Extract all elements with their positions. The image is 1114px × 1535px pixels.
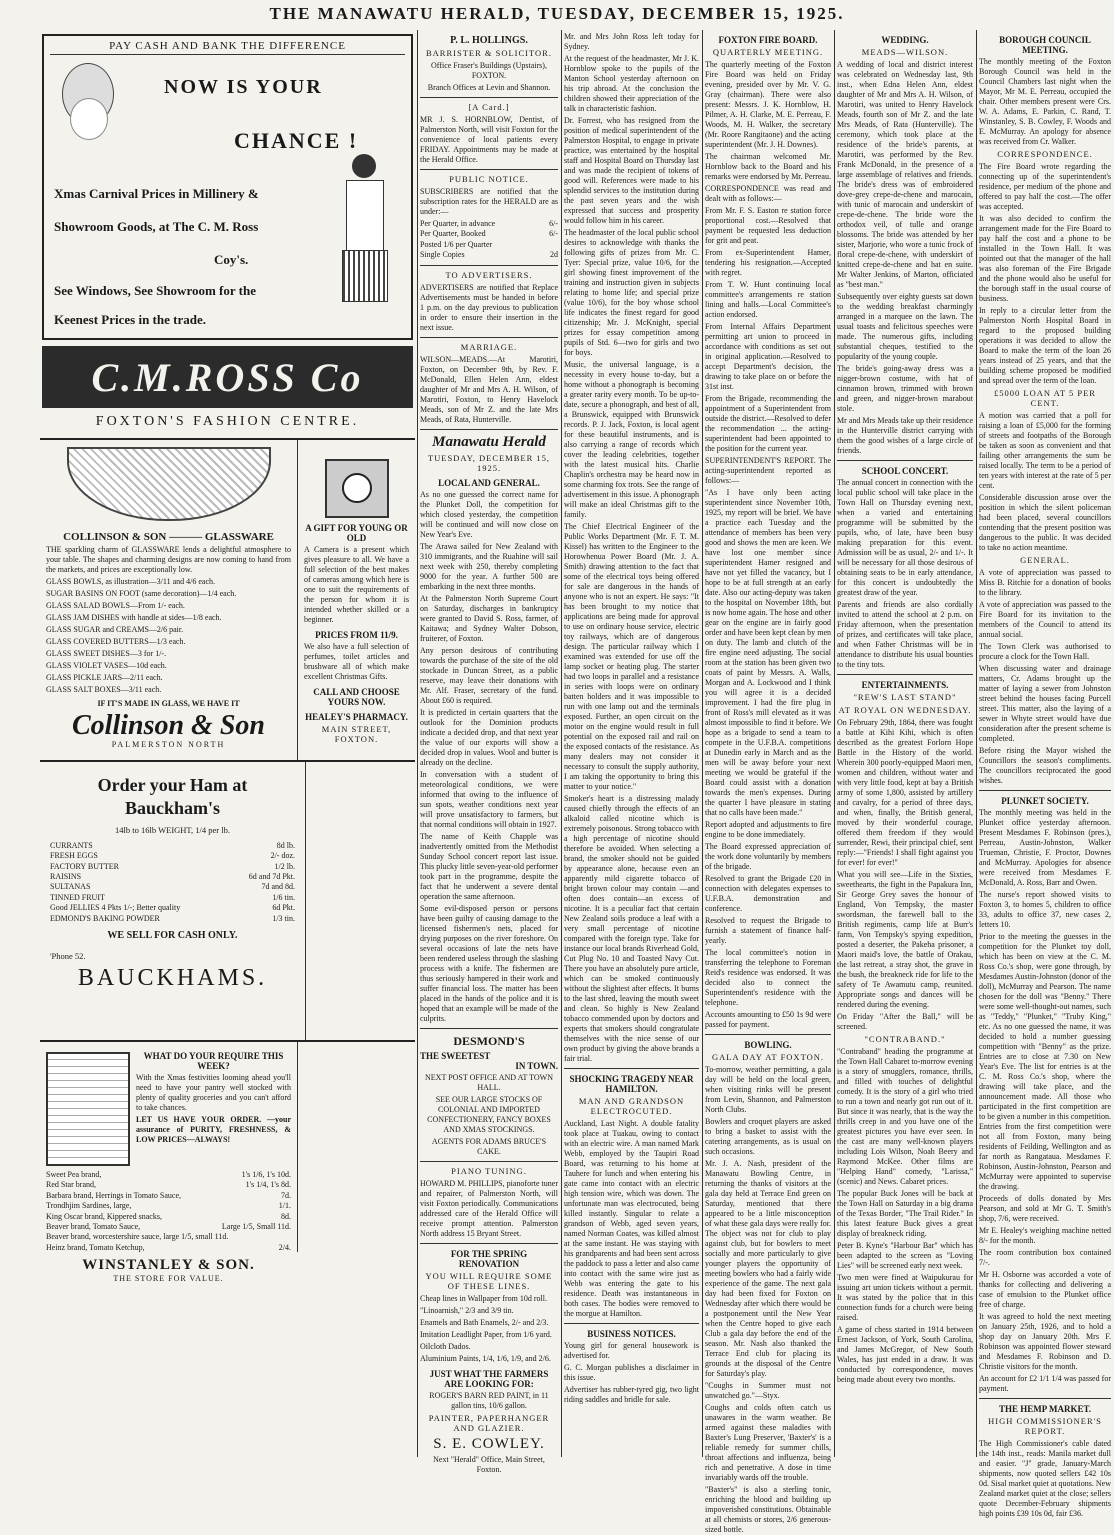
business-item: Young girl for general housework is advertised for.: [564, 1341, 699, 1360]
ross-logo: C.M.ROSS Co: [42, 346, 413, 408]
ad-line: Xmas Carnival Prices in Millinery &: [54, 186, 259, 201]
fire-board-paragraph: From T. W. Hunt continuing local committee's arrangements re station lining and halls.—Local Committee's action endorsed.: [705, 280, 831, 319]
desmond-sweetest: THE SWEETEST: [420, 1050, 491, 1061]
desmond-agents: AGENTS FOR ADAMS BRUCE'S CAKE.: [431, 1136, 547, 1156]
council-subheading: £5000 LOAN AT 5 PER CENT.: [994, 388, 1096, 408]
fire-board-paragraph: The Board expressed appreciation of the work done voluntarily by members of the brigade.: [705, 842, 831, 871]
list-item: RAISINS 6d and 7d Pkt.: [50, 871, 295, 881]
piano-notice: HOWARD M. PHILLIPS, pianoforte tuner and repairer, of Palmerston North, will visit Foxton periodically. Communications addressed care of the Herald Office will receive prompt attention. Palmerston North address 15 Bryant Street.: [420, 1178, 558, 1238]
bauckham-name: BAUCKHAMS.: [77, 964, 268, 991]
cowley-name: S. E. COWLEY.: [433, 1435, 545, 1452]
news-item: Mr. and Mrs John Ross left today for Sydney.: [564, 32, 699, 51]
hollings-office: Office Fraser's Buildings (Upstairs), FOXTON.: [431, 61, 547, 80]
ad-line: Keenest Prices in the trade.: [54, 312, 206, 327]
fire-board-paragraph: CORRESPONDENCE was read and dealt with as follows:—: [705, 184, 831, 203]
tragedy-subheading: MAN AND GRANDSON ELECTROCUTED.: [578, 1096, 685, 1116]
contraband-paragraph: Two men were fined at Waipukurau for issuing art union tickets without a permit. It was stated by the police that in this connection funds for a church were being raised.: [837, 1273, 973, 1322]
fire-board-paragraph: From ex-Superintendent Hamer, tendering his resignation.—Accepted with regret.: [705, 248, 831, 277]
bowling-heading: BOWLING.: [744, 1040, 792, 1050]
winstanley-order: LET US HAVE YOUR ORDER. —your assurance of PURITY, FRESHNESS, & LOW PRICES—ALWAYS!: [136, 1115, 291, 1144]
fire-board-subheading: QUARTERLY MEETING.: [712, 47, 824, 57]
ad-line: See Windows, See Showroom for the: [54, 283, 256, 298]
council-paragraph: Before rising the Mayor wished the Councillors the season's compliments. The councillors reciprocated the good wishes.: [979, 746, 1111, 785]
healey-prices: PRICES FROM 11/9.: [315, 630, 398, 640]
entertainments-subheading: "REW'S LAST STAND": [853, 692, 957, 702]
hollings-name: P. L. HOLLINGS.: [450, 35, 528, 46]
wedding-subheading: MEADS—WILSON.: [861, 47, 949, 57]
cowley-address: Next "Herald" Office, Main Street, Foxton.: [433, 1454, 545, 1474]
bowling-paragraph: Mr. J. A. Nash, president of the Manawatu Bowling Centre, in returning the thanks of visitors at the gala day held at Terrace End green on Saturday, mentioned that there appeared to be a little misconception of what these gala days were really for. The object was not for club to play against club, but for bowlers to meet socially and more particularly to give younger players the opportunity of meeting bowlers who had a fairly wide experience of the game. The next gala day had been fixed for Foxton on Wednesday after which there would be a postponement until the New Year when the Centre hoped to give each Club a gala day before the end of the season. Mr. Nash also thanked the Terrace End club for placing its grounds at the disposal of the Centre for Saturday's play.: [705, 1159, 831, 1378]
list-item: Per Quarter, Booked 6/-: [420, 229, 558, 239]
fire-board-paragraph: The local committee's notion in transferring the telephone to Foreman Reid's residence was endorsed. It was decided also to connect the Superintendent's residence with the telephone.: [705, 948, 831, 1007]
news-item: The Chief Electrical Engineer of the Public Works Department (Mr. F. T. M. Kissel) has written to the Engineer to the Horowhenua Power Board (Mr. J. A. Smith) drawing attention to the fact that some of the electrical toys being offered for sale are dangerous in the hands of anyone who is not an expert. He says: "It has been brought to my notice that applications are being made for approval to use on ordinary house service, electric toy railways, which are of dangerous design. The particular railway which I examined was extended for use off the lamp socket or heating plug. The starter had two loops in parallel and a resistance in series with loops were on ordinary batten holders and it was impossible to run with one lamp out and the terminals exposed. Further, an open circuit on the motor on the engine would result in full potential on the exposed rail and rail on the exposed contacts of the resistance. As many dealers may not consider it necessary to consult the supply authority, I am taking the opportunity to bring this matter to your notice.": [564, 522, 699, 791]
list-item: CURRANTS 8d lb.: [50, 840, 295, 850]
collinson-advertisement: [40, 440, 298, 760]
plunket-heading: PLUNKET SOCIETY.: [1001, 796, 1089, 806]
ad-banner: PAY CASH AND BANK THE DIFFERENCE: [50, 40, 405, 55]
column-2: [420, 30, 559, 1474]
list-item: FACTORY BUTTER 1/2 lb.: [50, 861, 295, 871]
news-item: Music, the universal language, is a necessity in every house to-day, but a home without a phonograph is becoming a greater rarity every month. To be up-to-date, secure a phonograph, and best of all, a Brunswick, equipped with Brunswick records. P. J. Jack, Foxton, is local agent for these beautiful instruments, and is also carrying a range of records which cover the leading celebrities, together with the latest musical hits. Charlie Chaplin's orchestra may be heard now in some charming fox trots. See the range of advertisement in this issue. A phonograph will make an ideal Christmas gift to the family.: [564, 360, 699, 519]
council-paragraph: Considerable discussion arose over the position in which the silent policeman had been placed, several councillors contending that the present position was dangerous to the public. It was decided to take no action meantime.: [979, 493, 1111, 552]
spring-subheading: YOU WILL REQUIRE SOME OF THESE LINES.: [425, 1270, 553, 1291]
bauckham-phone: 'Phone 52.: [50, 950, 86, 961]
list-item: Trondhjim Sardines, large, 1/1.: [46, 1201, 291, 1211]
list-item: "Linoarnish," 2/3 and 3/9 tin.: [420, 1305, 514, 1315]
fire-board-paragraph: "As I have only been acting superintendent since November 10th, 1925, my report will be brief. We have a practice each Tuesday and the attendance of members has been very good and shows the men are keen. We have lost one member since superintendent Hamer resigned and have not yet filled the vacancy, but I hope to be at full strength at an early date. Also our acting-deputy was taken to the hospital on November 18th, but is now home again. The hose and other gear on the engine are in fairly good order and have been kept clean by men on duty. The lamb and clutch of the fire engine need adjusting. The social room at the station has been given two coats of paint by Messrs. A. Walls, Morgan and A. Lockwood and I think you will agree it is a decided improvement. I had the fire plug in front of Ross's mill elevated as it was almost impossible to find it before. We hope as a brigade to send a team to compete in the U.F.B.A. competitions at Dunedin early in March and as the men will be away before your next meeting we would be grateful if the Board could assist with a donation towards the men's expenses. During the quarter I have pleasure in stating that no calls have been made.": [705, 488, 831, 817]
hollings-title: BARRISTER & SOLICITOR.: [426, 48, 552, 58]
healey-body: A Camera is a present which gives pleasure to all. We have a full selection of the best makes of cameras among which here is one to suit the requirements of the person for whom it is intended whether skilled or a beginner.: [304, 545, 409, 624]
column-3: [564, 30, 699, 1457]
council-subheading: CORRESPONDENCE.: [997, 149, 1093, 159]
ad-line: Coy's.: [214, 252, 249, 267]
entertainments-heading: ENTERTAINMENTS.: [861, 680, 949, 690]
desmond-title: DESMOND'S: [453, 1033, 525, 1048]
fire-board-paragraph: Resolved to grant the Brigade £20 in connection with delegates expenses to U.F.B.A. demonstration and conference.: [705, 874, 831, 913]
list-item: Heinz brand, Tomato Ketchup, 2/4.: [46, 1242, 291, 1252]
hemp-body: The High Commissioner's cable dated the 14th inst., reads: Manila market dull and easier. "J" grade, January-March shipments, now quoted sellers £42 10s 0d. Sisal market quiet at quotations. New Zealand market quiet at the close; sellers quote December-February shipments high points £39 10s 0d, fair £36.: [979, 1439, 1111, 1518]
card-label: [A Card.]: [468, 102, 510, 112]
contraband-paragraph: A game of chess started in 1914 between Ernest Jackson, of York, South Carolina, and James McGregor, of New South Wales, has just ended in a draw. It was conducted by correspondence, moves being made about every two months.: [837, 1325, 973, 1384]
winstanley-name: WINSTANLEY & SON.: [82, 1257, 255, 1274]
bowling-paragraph: "Coughs in Summer must not unwatched go."—Styx.: [705, 1381, 831, 1400]
fire-board-paragraph: The chairman welcomed Mr. Hornblow back to the Board and his remarks were endorsed by Mr. Perreau.: [705, 152, 831, 181]
contraband-paragraph: The popular Buck Jones will be back at the Town Hall on Saturday in a big drama of the Texas Border, "The Trail Rider." In this latest feature Buck gives a great display of breakneck riding.: [837, 1189, 973, 1238]
list-item: Beaver brand, worcestershire sauce, large 1/5, small 11d.: [46, 1232, 229, 1242]
list-item: Posted 1/6 per Quarter: [420, 239, 493, 249]
council-subheading: GENERAL.: [1020, 555, 1070, 565]
collinson-item-list: [46, 577, 291, 695]
council-paragraph: It was also decided to confirm the arrangement made for the Fire Board to pay half the cost and a phone to be installed in the Town Hall. It was pointed out that the manager of the hall was also foreman of the Fire Brigade and the phone would also be useful for the borough staff in the usual course of business.: [979, 214, 1111, 303]
school-concert-paragraph: Parents and friends are also cordially invited to attend the school at 2 p.m. on Friday afternoon, when the presentation of prizes, and certificates will take place, and when Father Christmas will be in attendance to distribute his usual bounties to the tiny tots.: [837, 600, 973, 669]
farmers-heading: JUST WHAT THE FARMERS ARE LOOKING FOR:: [429, 1368, 549, 1389]
local-item: Some evil-disposed person or persons have been guilty of causing damage to the licensed fishermen's nets, placed for drying purposes on the river foreshore. On several occasions of late the nets have been rendered useless through the slashing process with a knife. The fishermen are thus seriously hampered in their work and suffer financial loss. The matter has been placed in the hands of the police and it is hoped that an example will be made of the culprits.: [420, 903, 558, 1023]
column-rule: [702, 30, 703, 1457]
desmond-body: SEE OUR LARGE STOCKS OF COLONIAL AND IMPORTED CONFECTIONERY, FANCY BOXES AND XMAS STOCKINGS.: [427, 1094, 551, 1134]
local-item: As no one guessed the correct name for the Plunket Doll, the competition for which closed yesterday, the competition will be continued and will now close on New Year's Eve.: [420, 489, 558, 539]
wedding-paragraph: Mr and Mrs Meads take up their residence in the Hunterville district carrying with them the good wishes of a large circle of friends.: [837, 416, 973, 455]
list-item: Enamels and Bath Enamels, 2/- and 2/3.: [420, 1317, 549, 1327]
list-item: FRESH EGGS 2/- doz.: [50, 851, 295, 861]
borough-council-heading: BOROUGH COUNCIL MEETING.: [999, 35, 1091, 55]
list-item: TINNED FRUIT 1/6 tin.: [50, 892, 295, 902]
plunket-paragraph: Mr E. Healey's weighing machine netted 8/- for the month.: [979, 1226, 1111, 1245]
entertainments-paragraph: On February 29th, 1864, there was fought a battle at Kihi Kihi, which is often described as the greatest Forlorn Hope Battle in the History of the world. Wherein 300 poorly-equipped Maori men, women and children, without water and with very little food, kept at bay a British army of some 1,800, assisted by artillery and cavalry, for a period of three days, and when, finally, the British general, moved by their wonderful courage, offered them freedom if they would surrender, Rewi, their principal chief, sent reply:—"Friends! I shall fight against you for ever! for ever!": [837, 718, 973, 867]
grocery-box-illustration: [46, 1052, 130, 1166]
list-item: GLASS SUGAR and CREAMS—2/6 pair.: [46, 625, 184, 634]
subscription-rates: [420, 219, 558, 261]
ross-advertisement: [42, 34, 413, 340]
list-item: Good JELLIES 4 Pkts 1/-; Better quality 6d Pkt.: [50, 903, 295, 913]
school-concert-paragraph: The annual concert in connection with the local public school will take place in the Town Hall on Thursday evening next, when a varied and entertaining programme will be submitted by the pupils, who, of late, have been busy making preparation for this event. Admission will be as usual, 2/- and 1/-. It will be necessary for all those desirous of obtaining seats to be in early attendance, for this concert is undoubtedly the greatest draw of the year.: [837, 478, 973, 597]
plunket-paragraph: Prior to the meeting the guesses in the competition for the Plunket toy doll, which has been on view at the C. M. Ross Co.'s shop, were gone through, by Mesdames Austin-Johnston (donor of the doll), McMurray and Pearson. The name chosen for the doll was "Benny." There were some well-thought-out names, such as "Teddy," "Plunket," "Truby King," etc. As no one guessed the name, it was decided to hold a number guessing competition with "Benny" as the prize. Entries are to close at 7.30 on New Year's Eve. The list for entries is at the C. M. Ross Co.'s shop, where the drawing will take place, and the announcement made. All those who participated in the first competition are to be given a number in this competition. Entries from the first competition were not all from Foxton, many being residents of Feilding, Wellington and as far north as Rangataua. Mesdames F. Robinson, Austin-Johnston, Pearson and McMurray were appointed to supervise the drawing.: [979, 932, 1111, 1191]
local-item: It is predicted in certain quarters that the outlook for the Dominion products indicate a decided drop, and that next year the value of our exports will show a decided drop in values. Wool and butter is already on the decline.: [420, 707, 558, 767]
bauckham-weight: 14lb to 16lb WEIGHT, 1/4 per lb.: [115, 824, 230, 835]
contraband-paragraph: Peter B. Kyne's "Harbour Bar" which has been adapted to the screen as "Loving Lies" will be screened early next week.: [837, 1241, 973, 1270]
council-paragraph: The Town Clerk was authorised to procure a clock for the Town Hall.: [979, 642, 1111, 661]
healey-name: HEALEY'S PHARMACY.: [305, 712, 408, 722]
winstanley-title: WHAT DO YOUR REQUIRE THIS WEEK?: [143, 1051, 284, 1071]
spring-heading: FOR THE SPRING RENOVATION: [450, 1248, 528, 1269]
council-paragraph: The monthly meeting of the Foxton Borough Council was held in the Council Chambers last night when the Mayor, Mr M. E. Perreau, occupied the chair. Other members present were Crs. W. A. Adams, E. Parkin, C. Rand, T. Winstanley, S. B. Cowley, F. Woods and E. McMurray. An apology for absence was received from Cr. Walker.: [979, 57, 1111, 146]
column-4: [705, 30, 831, 1534]
fire-board-paragraph: From the Brigade, recommending the appointment of a Superintendent from outside the district.—Resolved to defer the recommendation ... the acting-superintendent had been appointed to the position for the current year.: [705, 394, 831, 453]
school-concert-heading: SCHOOL CONCERT.: [861, 466, 949, 476]
list-item: GLASS SWEET DISHES—3 for 1/-.: [46, 649, 167, 658]
list-item: King Oscar brand, Kippered snacks, 8d.: [46, 1211, 291, 1221]
business-heading: BUSINESS NOTICES.: [587, 1329, 676, 1339]
list-item: SUGAR BASINS ON FOOT (same decoration)—1/4 each.: [46, 589, 237, 598]
list-item: Oilcloth Dados.: [420, 1341, 471, 1351]
herald-date: TUESDAY, DECEMBER 15, 1925.: [427, 452, 551, 473]
painter-line: PAINTER, PAPERHANGER AND GLAZIER.: [428, 1412, 550, 1433]
winstanley-advertisement: [40, 1042, 298, 1284]
list-item: GLASS VIOLET VASES—10d each.: [46, 661, 167, 670]
bowling-subheading: GALA DAY AT FOXTON.: [711, 1052, 825, 1062]
fashion-centre: FOXTON'S FASHION CENTRE.: [95, 414, 360, 429]
plunket-paragraph: The room contribution box contained 7/-.: [979, 1248, 1111, 1267]
local-item: At the Palmerston North Supreme Court on Saturday, discharges in bankruptcy were granted to David S. Ross, farmer, of Kaitawa; and Sydney Walter Dobson, fruiterer, of Foxton.: [420, 593, 558, 643]
fire-board-paragraph: Accounts amounting to £50 1s 9d were passed for payment.: [705, 1010, 831, 1029]
list-item: Red Star brand, 1's 1/4, 1's 8d.: [46, 1180, 291, 1190]
plunket-paragraph: Mr H. Osborne was accorded a vote of thanks for collecting and delivering a case of emulsion to the Plunket office free of charge.: [979, 1270, 1111, 1309]
santa-illustration: [52, 58, 122, 143]
list-item: Sweet Pea brand, 1's 1/6, 1's 10d.: [46, 1170, 291, 1179]
bauckham-title: Order your Ham at Bauckham's: [97, 775, 248, 819]
council-paragraph: When discussing water and drainage matters, Cr. Adams brought up the matter of laying a sewer from Johnston street behind the houses facing Purcell street. This matter, also the laying of a sewer in Whyte street would have due consideration after the present scheme is completed.: [979, 664, 1111, 743]
advertisers-body: ADVERTISERS are notified that Replace Advertisements must be handed in before 1 p.m. on the day previous to publication in order to ensure their insertion in the next issue.: [420, 282, 558, 332]
council-paragraph: The Fire Board wrote regarding the connecting up of the superintendent's residence, per medium of the phone and offered to pay half the cost.—The offer was accepted.: [979, 162, 1111, 211]
plunket-paragraph: The monthly meeting was held in the Plunket office yesterday afternoon. Present Mesdames F. Robinson (pres.), Perreau, Austin-Johnston, Walker Trueman, Christie, F. Proctor, Downes and McMurray. Apologies for absence were received from Mesdames F. McDonald, A. Ross, Barr and Owen.: [979, 808, 1111, 887]
news-item: At the request of the headmaster, Mr J. K. Hornblow spoke to the pupils of the Manton School yesterday afternoon on his trip abroad. At the conclusion the children showed their appreciation of the talk in characteristic fashion.: [564, 54, 699, 113]
fire-board-paragraph: Report adopted and adjustments to fire engine to be done immediately.: [705, 820, 831, 839]
contraband-heading: "CONTRABAND.": [864, 1034, 946, 1044]
ad-chance: CHANCE !: [234, 128, 359, 153]
wedding-paragraph: A wedding of local and district interest was celebrated on Wednesday last, 9th inst., when Edna Helen Ann, eldest daughter of Mr and Mrs A. H. Wilson, of Marotiri, was united to Henry Havelock Meads, fourth son of Mr Z. and the late Mrs Meads, of Rata (Hunterville). The ceremony, which took place at the residence of the bride's parents, at Marotiri, was performed by the Rev. Frank McDonald, in the presence of a large assemblage of relatives and friends. The bride's dress was of embroidered dove-grey crepe-de-chene and marocain, with tunic of marocain and underskirt of crepe-de-chene. The bride wore the orthodox veil, of tulle and orange blossoms. The bride was attended by her sister, Marjorie, who wore a tunic frock of floral crepe-de-chene, with underskirt of knitted crepe-de-chene and hat en suite. Mr Walter Jenkins, of Marton, officiated as "best man.": [837, 60, 973, 289]
column-5: [837, 30, 973, 1457]
list-item: SULTANAS 7d and 8d.: [50, 882, 295, 892]
entertainments-venue: AT ROYAL ON WEDNESDAY.: [838, 705, 972, 715]
council-paragraph: In reply to a circular letter from the Palmerston North Hospital Board in regard to the proposed building operations it was decided to allow the Board to make the term of the loan 26 years instead of 25 years, and that the building scheme proposed be modified and spread over the term of the loan.: [979, 306, 1111, 385]
fire-board-paragraph: The quarterly meeting of the Foxton Fire Board was held on Friday evening, presided over by Mr. V. G. Gray (chairman). There were also present: Messrs. J. K. Hornblow, H. Pilmer, A. H. Clarke, M. E. Perreau, F. Woods, M. H. Walker, the secretary (Mr. Roore Rangitaone) and the acting superintendent (Mr. J. H. Downes).: [705, 60, 831, 149]
list-item: Barbara brand, Herrings in Tomato Sauce, 7d.: [46, 1190, 291, 1200]
list-item: GLASS BOWLS, as illustration—3/11 and 4/6 each.: [46, 577, 216, 586]
council-paragraph: A motion was carried that a poll for raising a loan of £5,000 for the forming of streets and footpaths of the Borough be taken as soon as convenient and that failing other arrangements the sum be raised locally. The term to be a period of ten years with interest at the rate of 5 per cent.: [979, 411, 1111, 490]
list-item: GLASS COVERED BUTTERS—1/3 each.: [46, 637, 186, 646]
column-rule: [417, 30, 418, 1457]
fire-board-paragraph: SUPERINTENDENT'S REPORT. The acting-superintendent reported as follows:—: [705, 456, 831, 485]
masthead: THE MANAWATU HERALD, TUESDAY, DECEMBER 15, 1925.: [269, 4, 845, 23]
column-rule: [834, 30, 835, 1457]
fire-board-paragraph: From Internal Affairs Department permitting art union to proceed in accordance with conditions as set out in original application.—Resolved to accept Department's decision, the drawing to take place on or before the 31st inst.: [705, 322, 831, 391]
marriage-notice: WILSON—MEADS.—At Marotiri, Foxton, on December 9th, by Rev. F. McDonald, Ellen Helen Ann, eldest daughter of Mr and Mrs A. H. Wilson, of Marotiri, Foxton, to Henry Havelock Meads, son of Mr Z. and the late Mrs Meads, of Rata, Hunterville.: [420, 354, 558, 424]
collinson-intro: THE sparkling charm of GLASSWARE lends a delightful atmosphere to your table. The shapes and charming designs are now coming to hand from the markets, and prices are exceptionally low.: [46, 545, 291, 574]
list-item: Beaver brand, Tomato Sauce, Large 1/5, Small 11d.: [46, 1221, 291, 1231]
winstanley-body: With the Xmas festivities looming ahead you'll need to have your pantry well stocked with plenty of quality groceries and you can't afford to take chances.: [136, 1073, 291, 1112]
advertisers-heading: TO ADVERTISERS.: [445, 269, 533, 280]
tragedy-heading: SHOCKING TRAGEDY NEAR HAMILTON.: [569, 1074, 694, 1094]
fire-board-paragraph: Resolved to request the Brigade to furnish a statement of finance half-yearly.: [705, 916, 831, 945]
collinson-tagline: IF IT'S MADE IN GLASS, WE HAVE IT: [97, 699, 240, 708]
council-paragraph: A vote of appreciation was passed to Miss B. Ritchie for a donation of books to the library.: [979, 568, 1111, 597]
fire-board-paragraph: From Mr. F. S. Easton re station force proportional cost.—Resolved that payment be requested less deduction for grit and peat.: [705, 206, 831, 245]
plunket-paragraph: It was agreed to hold the next meeting on January 25th, 1926, and to hold a shop day on January 20th. Mrs F. Robinson was appointed flower steward and Mesdames F. Robinson and D. Christie visitors for the month.: [979, 1312, 1111, 1371]
collinson-place: PALMERSTON NORTH: [111, 740, 226, 749]
advertisement-column: [40, 30, 415, 1457]
piano-heading: PIANO TUNING.: [451, 1165, 527, 1176]
plunket-paragraph: Proceeds of dolls donated by Mrs Pearson, and sold at Mr G. T. Smith's shop, 7/6, were received.: [979, 1194, 1111, 1223]
list-item: Imitation Leadlight Paper, from 1/6 yard.: [420, 1329, 552, 1339]
desmond-location: NEXT POST OFFICE AND AT TOWN HALL.: [425, 1072, 553, 1092]
column-rule: [976, 30, 977, 1457]
public-notice-heading: PUBLIC NOTICE.: [449, 174, 529, 184]
contraband-paragraph: "Contraband" heading the programme at the Town Hall Cabaret to-morrow evening is a story of smugglers, romance, thrills, and filled with touches of delightful comedy. It is the story of a girl who tried to run a town and nearly got run out of it. But since it was nearly, that is the way the thrills creep in and you have one of the greatest pictures you have ever seen. In the cast are many well-known players including Lois Wilson, Noah Beery and Raymond McKee. Other films are "Helping Hand" comedy, "Larissa," (scenic) and News. Cabaret prices.: [837, 1047, 973, 1186]
wedding-paragraph: Subsequently over eighty guests sat down to the wedding breakfast charmingly arranged in a marquee on the lawn. The usual toasts and felicitous speeches were made. The numerous gifts, including substantial cheques, testified to the popularity of the young couple.: [837, 292, 973, 361]
list-item: Single Copies 2d: [420, 250, 558, 260]
local-item: In conversation with a student of meteorological conditions, we were informed that owing to the influence of sun spots, weather conditions next year will prove unsatisfactory to farmers, but that normal conditions will obtain in 1927.: [420, 769, 558, 829]
fashion-lady-illustration: [334, 154, 394, 314]
list-item: Per Quarter, in advance 6/-: [420, 219, 558, 228]
plunket-paragraph: An account for £2 1/1 1/4 was passed for payment.: [979, 1374, 1111, 1393]
list-item: GLASS PICKLE JARS—2/11 each.: [46, 673, 163, 682]
fire-board-heading: FOXTON FIRE BOARD.: [718, 35, 818, 45]
healey-title: A GIFT FOR YOUNG OR OLD: [305, 523, 408, 543]
local-item: Any person desirous of contributing towards the purchase of the site of the old stockade in Duncan Street, as a public reserve, may leave their donations with Mr. Alf. Fraser, secretary of the fund. About £60 is required.: [420, 645, 558, 705]
healey-advertisement: [298, 440, 415, 760]
local-item: The Arawa sailed for New Zealand with 310 immigrants, and the Ruahine will sail next week with 250, thereby completing 9000 for the year. A further 500 are embarking in the next three months.: [420, 541, 558, 591]
plunket-paragraph: The nurse's report showed visits to Foxton 3, to homes 5, children to office 33, adults to office 37, new cases 2, letters 10.: [979, 890, 1111, 929]
healey-call: CALL AND CHOOSE YOURS NOW.: [313, 687, 400, 707]
list-item: Cheap lines in Wallpaper from 10d roll.: [420, 1293, 547, 1303]
bauckham-advertisement: [40, 762, 306, 1040]
healey-body2: We also have a full selection of perfumes, toilet articles and brushware all of which make excellent Christmas Gifts.: [304, 642, 409, 681]
marriage-heading: MARRIAGE.: [460, 341, 518, 352]
business-item: G. C. Morgan publishes a disclaimer in this issue.: [564, 1363, 699, 1382]
local-item: The name of Keith Chapple was inadvertently omitted from the Methodist Sunday School concert report last issue. This plucky little seven-year-old performer took part in the programme, despite the fact that he underwent a severe dental operation the same afternoon.: [420, 831, 559, 901]
desmond-in-town: IN TOWN.: [515, 1060, 558, 1071]
hollings-branch: Branch Offices at Levin and Shannon.: [427, 83, 551, 92]
tragedy-body: Auckland, Last Night. A double fatality took place at Tuakau, owing to contact with an electric wire. A man named Mark Webb, employed by the Taupiri Road Board, was returning to his home at Tauhere for lunch and when entering his gate came into contact with an electric high tension wire, which was down. The unfortunate man was electrocuted, being killed instantly. Singular to relate a grandson of Webb, aged seven years, named Norman Coates, was killed almost at the same instant. He was staying with his grandparents and had been sent across the paddock to pass a letter and also came into contact with the same wire just as Webb was entering the gate to his residence. Death was instantaneous in both cases. The bodies were removed to the morgue at Hamilton.: [564, 1119, 699, 1318]
healey-address: MAIN STREET, FOXTON.: [321, 724, 392, 744]
news-item: Smoker's heart is a distressing malady caused chiefly through the effects of an alkaloid called nicotine which is extremely poisonous. Strong tobacco with a high percentage of nicotine should therefore be avoided. When selecting a brand, the smoker should not be guided by appearance alone, because even an apparently mild cigarette tobacco of bright brown colour may contain —and often does contain—an excess of nicotine. It is a peculiar fact that certain New Zealand soils produce a leaf with a very small percentage of nicotine compared with the foreign type. Take for instance our local brands Riverhead Gold, Cut Plug No. 10 and Toasted Navy Cut. There you have an absolutely pure article, which can be smoked continuously without the slightest after effects. It burns to the last shred, leaving the mouth sweet and clean. So highly is New Zealand tobacco commended upon by doctors and experts that smokers should congratulate themselves with the nice sense of our own product by giving the above brands a fair trial.: [564, 794, 699, 1063]
roger-paint: ROGER'S BARN RED PAINT, in 11 gallon tins, 10/6 gallon.: [429, 1390, 549, 1410]
entertainments-paragraph: On Friday "After the Ball," will be screened.: [837, 1012, 973, 1031]
list-item: GLASS SALT BOXES—3/11 each.: [46, 685, 162, 694]
bowling-paragraph: Coughs and colds often catch us unawares in the warm weather. Be armed against these maladies with Baxter's Lung Preserver, 'Baxter's' is a reliable remedy for summer chills, throat affections and influenza, being rich and penetrative. A dose in time invariably wards off the trouble.: [705, 1403, 831, 1482]
ad-line: Showroom Goods, at The C. M. Ross: [54, 219, 259, 234]
collinson-title: COLLINSON & SON ——— GLASSWARE: [63, 531, 274, 543]
bauckham-price-list: [50, 841, 295, 924]
list-item: GLASS SALAD BOWLS—From 1/- each.: [46, 601, 185, 610]
list-item: Aluminium Paints, 1/4, 1/6, 1/9, and 2/6.: [420, 1353, 551, 1363]
hornblow-notice: MR J. S. HORNBLOW, Dentist, of Palmerston North, will visit Foxton for the convenience of local patients every FRIDAY. Appointments may be made at the Herald Office.: [420, 115, 558, 164]
list-item: EDMOND'S BAKING POWDER 1/3 tin.: [50, 913, 295, 923]
bauckham-cash: WE SELL FOR CASH ONLY.: [107, 929, 238, 941]
winstanley-tag: THE STORE FOR VALUE.: [113, 1274, 224, 1284]
wedding-paragraph: The bride's going-away dress was a nigger-brown costume, with hat of cinnamon brown, trimmed with brown and green, and nigger-brown marabout stole.: [837, 364, 973, 413]
news-item: Dr. Forrest, who has resigned from the position of medical superintendent of the Palmerston Hospital, to engage in private practice, was entertained by the hospital staff and Hospital Board on Thursday last and was made the recipient of tokens of good will. References were made to his splendid services to the institution during the past seven years and the wish expressed that success and prosperity would follow him in his career.: [564, 116, 699, 225]
ad-headline: NOW IS YOUR: [164, 76, 323, 98]
hemp-heading: THE HEMP MARKET.: [998, 1404, 1092, 1414]
hemp-subheading: HIGH COMMISSIONER'S REPORT.: [988, 1416, 1102, 1436]
winstanley-price-list: [46, 1170, 291, 1253]
bowling-paragraph: To-morrow, weather permitting, a gala day will be held on the local green, when visiting rinks will be present from Levin, Shannon, and Palmerston North Clubs.: [705, 1065, 831, 1114]
column-rule: [561, 30, 562, 1457]
council-paragraph: A vote of appreciation was passed to the Fire Board for its invitation to the members of the Council to attend its annual social.: [979, 600, 1111, 639]
wedding-heading: WEDDING.: [881, 35, 929, 45]
camera-illustration: [325, 459, 389, 518]
collinson-signature: Collinson & Son: [72, 710, 265, 741]
glass-bowl-illustration: [67, 447, 271, 521]
entertainments-paragraph: What you will see—Life in the Sixties, sweethearts, the fight in the Papakura Inn, Sir George Grey saves the honour of England, Von Tempsky, the master swordsman, the farewell ball to the British regiments, camp life at Burr's farm, Von Tempsky's spying expedition, posted a deserter, the Pakeha prisoner, a Maori maid's love, the battle of Orakau, the last retreat, a stray shot, the grave in the bush, the breakneck ride for life to the safety of Te Awamutu camp, reunited. Appropriate songs and dances will be rendered during the evening.: [837, 870, 973, 1009]
business-item: Advertiser has rubber-tyred gig, two light riding saddles and bridle for sale.: [564, 1385, 699, 1404]
subscription-body: SUBSCRIBERS are notified that the subscription rates for the HERALD are as under:—: [420, 187, 558, 216]
bowling-paragraph: "Baxter's" is also a sterling tonic, enriching the blood and building up impoverished constitutions. Obtainable at all chemists or stores, 2/6 generous-sized bottle.: [705, 1485, 831, 1534]
column-6: [979, 30, 1111, 1518]
news-item: The headmaster of the local public school desires to acknowledge with thanks the following gifts of prizes from Mr. C. Tyer: Special prize, value 10/6, for the girl showing finest improvement of the training and instruction given in subjects relating to home life; and special prize (value 10/6), for the boy whose school life indicates the finest regard for good citizenship; Mr. J. McKnight, special prizes for essay competition among pupils of Std. 6—two for girls and two for boys.: [564, 228, 699, 357]
list-item: GLASS JAM DISHES with handle at sides—1/8 each.: [46, 613, 222, 622]
bowling-paragraph: Bowlers and croquet players are asked to bring a basket to assist with the catering arrangements, as is usual on such occasions.: [705, 1117, 831, 1156]
local-general-heading: LOCAL AND GENERAL.: [438, 477, 540, 488]
herald-nameplate: Manawatu Herald: [432, 433, 546, 450]
